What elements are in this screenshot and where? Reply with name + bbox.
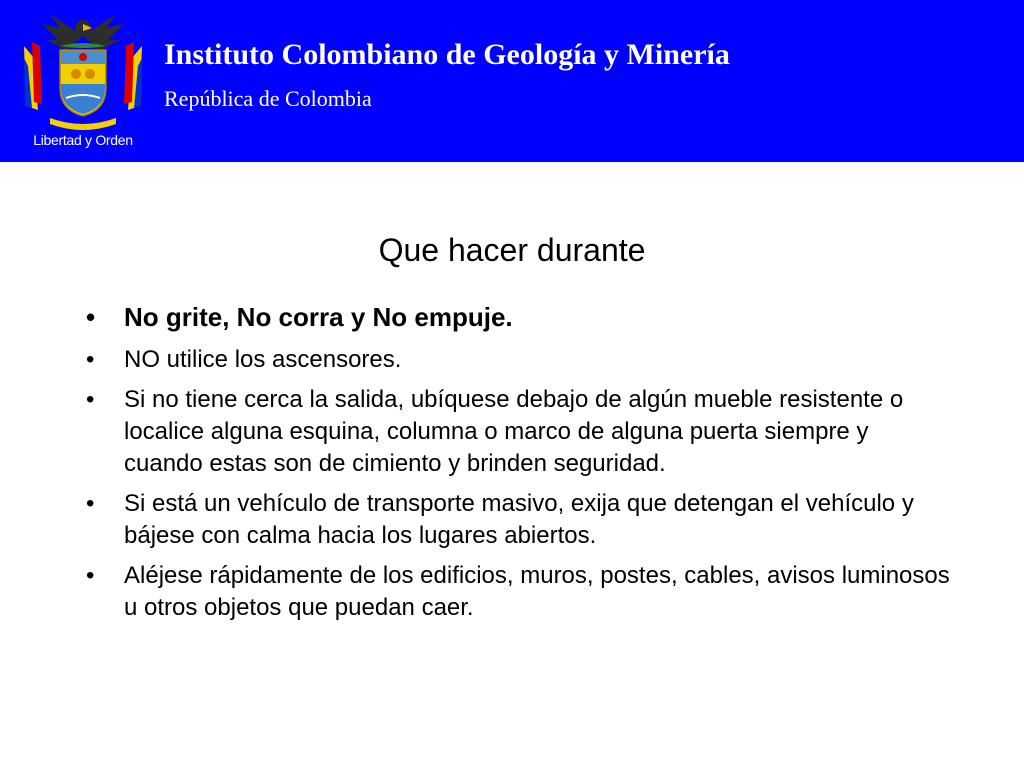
bullet-marker: • xyxy=(86,302,96,332)
bullet-item xyxy=(82,344,952,376)
bullet-text: No grite, No corra y No empuje. xyxy=(124,302,513,332)
bullet-marker: • xyxy=(86,386,95,413)
bullet-text: Si no tiene cerca la salida, ubíquese debajo de algún mueble resistente o localice alguna esquina, columna o marco de alguna puerta siempre y cuando estas son de cimiento y brinden seguridad. xyxy=(124,386,904,477)
bullet-marker: • xyxy=(86,562,95,589)
bullet-text: Aléjese rápidamente de los edificios, muros, postes, cables, avisos luminosos u otros objetos que puedan caer. xyxy=(124,562,950,621)
header-banner xyxy=(0,0,1024,162)
organization-name: Instituto Colombiano de Geología y Minería xyxy=(164,38,730,71)
bullet-text: NO utilice los ascensores. xyxy=(124,346,402,373)
bullet-marker: • xyxy=(86,346,95,373)
bullet-text: Si está un vehículo de transporte masivo, exija que detengan el vehículo y bájese con calma hacia los lugares abiertos. xyxy=(124,490,914,549)
emblem xyxy=(20,6,146,156)
bullet-marker: • xyxy=(86,490,95,517)
bullet-item xyxy=(82,384,952,480)
emblem-motto: Libertad y Orden xyxy=(33,132,133,148)
bullet-item xyxy=(82,300,952,334)
bullet-list xyxy=(82,300,952,632)
slide-title: Que hacer durante xyxy=(378,232,646,268)
country-name: República de Colombia xyxy=(164,86,372,111)
bullet-item xyxy=(82,560,952,624)
bullet-item xyxy=(82,488,952,552)
colombia-coat-of-arms-icon xyxy=(20,6,146,130)
